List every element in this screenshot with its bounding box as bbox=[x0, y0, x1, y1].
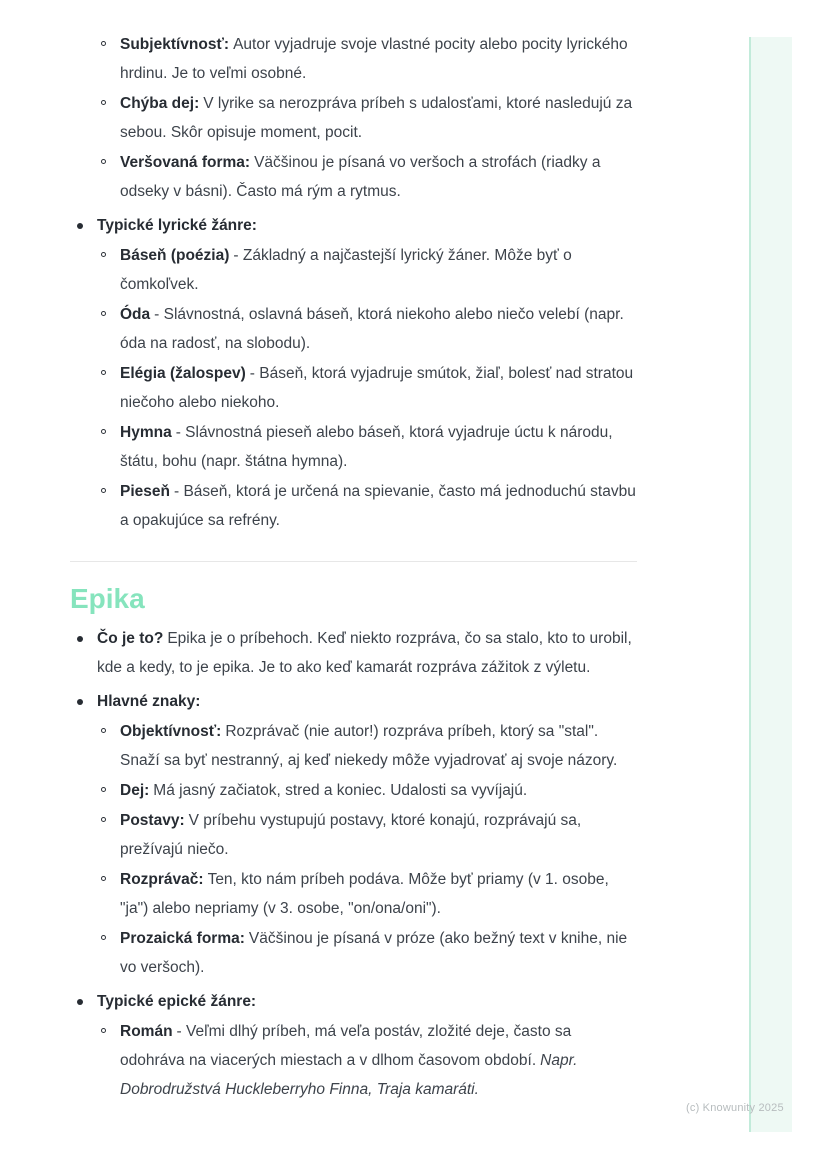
list-item-roman bbox=[70, 1017, 640, 1104]
list-item-postavy bbox=[70, 806, 640, 864]
circle-bullet-icon bbox=[101, 100, 106, 105]
disc-bullet-icon bbox=[77, 636, 83, 642]
disc-bullet-icon bbox=[77, 999, 83, 1005]
list-item-dej bbox=[70, 776, 640, 805]
circle-bullet-icon bbox=[101, 311, 106, 316]
document-content bbox=[70, 30, 640, 1104]
circle-bullet-icon bbox=[101, 370, 106, 375]
circle-bullet-icon bbox=[101, 429, 106, 434]
section-heading-epika: Epika bbox=[70, 583, 145, 614]
circle-bullet-icon bbox=[101, 876, 106, 881]
item-text: Ten, kto nám príbeh podáva. Môže byť priamy (v 1. osobe, "ja") alebo nepriamy (v 3. osobe, "on/ona/oni"). bbox=[120, 871, 609, 917]
term-label: Veršovaná forma: bbox=[120, 154, 251, 171]
list-item-subjektivnost bbox=[70, 30, 640, 88]
item-text: Väčšinou je písaná v próze (ako bežný text v knihe, nie vo veršoch). bbox=[120, 930, 628, 976]
list-item-objektivnost bbox=[70, 717, 640, 775]
circle-bullet-icon bbox=[101, 787, 106, 792]
item-text: Autor vyjadruje svoje vlastné pocity alebo pocity lyrického hrdinu. Je to veľmi osobné. bbox=[120, 36, 628, 82]
item-text: V príbehu vystupujú postavy, ktoré konajú, rozprávajú sa, prežívajú niečo. bbox=[120, 812, 582, 858]
item-text: - Báseň, ktorá je určená na spievanie, často má jednoduchú stavbu a opakujúce sa refrény. bbox=[120, 483, 636, 529]
term-label: Prozaická forma: bbox=[120, 930, 245, 947]
term-label: Pieseň bbox=[120, 483, 170, 500]
list-item-rozpravac bbox=[70, 865, 640, 923]
list-item-chyba-dej bbox=[70, 89, 640, 147]
item-text: - Slávnostná, oslavná báseň, ktorá niekoho alebo niečo velebí (napr. óda na radosť, na slobodu). bbox=[120, 306, 624, 352]
disc-bullet-icon bbox=[77, 223, 83, 229]
term-label: Hymna bbox=[120, 424, 172, 441]
item-text: Má jasný začiatok, stred a koniec. Udalosti sa vyvíjajú. bbox=[153, 782, 528, 799]
term-label: Čo je to? bbox=[97, 630, 164, 647]
page-edge-bar bbox=[749, 37, 792, 1132]
item-text: Epika je o príbehoch. Keď niekto rozpráva, čo sa stalo, kto to urobil, kde a kedy, to je epika. Je to ako keď kamarát rozpráva zážitok z výletu. bbox=[97, 630, 632, 676]
list-header-label: Typické epické žánre: bbox=[97, 993, 257, 1010]
divider bbox=[70, 561, 637, 562]
list-header-label: Hlavné znaky: bbox=[97, 693, 201, 710]
list-item-basen bbox=[70, 241, 640, 299]
circle-bullet-icon bbox=[101, 252, 106, 257]
list-item-prozaicka-forma bbox=[70, 924, 640, 982]
term-label: Subjektívnosť: bbox=[120, 36, 230, 53]
item-text: Rozprávač (nie autor!) rozpráva príbeh, ktorý sa "stal". Snaží sa byť nestranný, aj keď niekedy môže vyjadrovať aj svoje názory. bbox=[120, 723, 618, 769]
circle-bullet-icon bbox=[101, 159, 106, 164]
term-label: Objektívnosť: bbox=[120, 723, 222, 740]
list-item-hymna bbox=[70, 418, 640, 476]
circle-bullet-icon bbox=[101, 728, 106, 733]
list-item-lyrika-genres-header bbox=[70, 211, 640, 240]
list-item-oda bbox=[70, 300, 640, 358]
circle-bullet-icon bbox=[101, 488, 106, 493]
term-label: Elégia (žalospev) bbox=[120, 365, 246, 382]
list-item-versovana-forma bbox=[70, 148, 640, 206]
circle-bullet-icon bbox=[101, 935, 106, 940]
list-item-epika-genres-header bbox=[70, 987, 640, 1016]
term-label: Chýba dej: bbox=[120, 95, 200, 112]
term-label: Postavy: bbox=[120, 812, 185, 829]
list-header-label: Typické lyrické žánre: bbox=[97, 217, 257, 234]
circle-bullet-icon bbox=[101, 817, 106, 822]
term-label: Dej: bbox=[120, 782, 150, 799]
watermark: (c) Knowunity 2025 bbox=[686, 1102, 784, 1114]
item-text: - Veľmi dlhý príbeh, má veľa postáv, zložité deje, často sa odohráva na viacerých miestach a v dlhom časovom období. bbox=[120, 1023, 572, 1069]
item-text: - Základný a najčastejší lyrický žáner. Môže byť o čomkoľvek. bbox=[120, 247, 572, 293]
term-label: Báseň (poézia) bbox=[120, 247, 230, 264]
term-label: Óda bbox=[120, 306, 151, 323]
item-text: Väčšinou je písaná vo veršoch a strofách (riadky a odseky v básni). Často má rým a rytmus. bbox=[120, 154, 601, 200]
item-text: V lyrike sa nerozpráva príbeh s udalosťami, ktoré nasledujú za sebou. Skôr opisuje moment, pocit. bbox=[120, 95, 633, 141]
term-label: Román bbox=[120, 1023, 173, 1040]
item-text: - Báseň, ktorá vyjadruje smútok, žiaľ, bolesť nad stratou niečoho alebo niekoho. bbox=[120, 365, 634, 411]
circle-bullet-icon bbox=[101, 1028, 106, 1033]
disc-bullet-icon bbox=[77, 699, 83, 705]
term-label: Rozprávač: bbox=[120, 871, 204, 888]
list-item-epika-features-header bbox=[70, 687, 640, 716]
item-example-italic: Napr. Dobrodružstvá Huckleberryho Finna, Traja kamaráti. bbox=[120, 1052, 578, 1098]
list-item-elegia bbox=[70, 359, 640, 417]
circle-bullet-icon bbox=[101, 41, 106, 46]
item-text: - Slávnostná pieseň alebo báseň, ktorá vyjadruje úctu k národu, štátu, bohu (napr. štátna hymna). bbox=[120, 424, 613, 470]
list-item-piesen bbox=[70, 477, 640, 535]
list-item-co-je-to bbox=[70, 624, 640, 682]
